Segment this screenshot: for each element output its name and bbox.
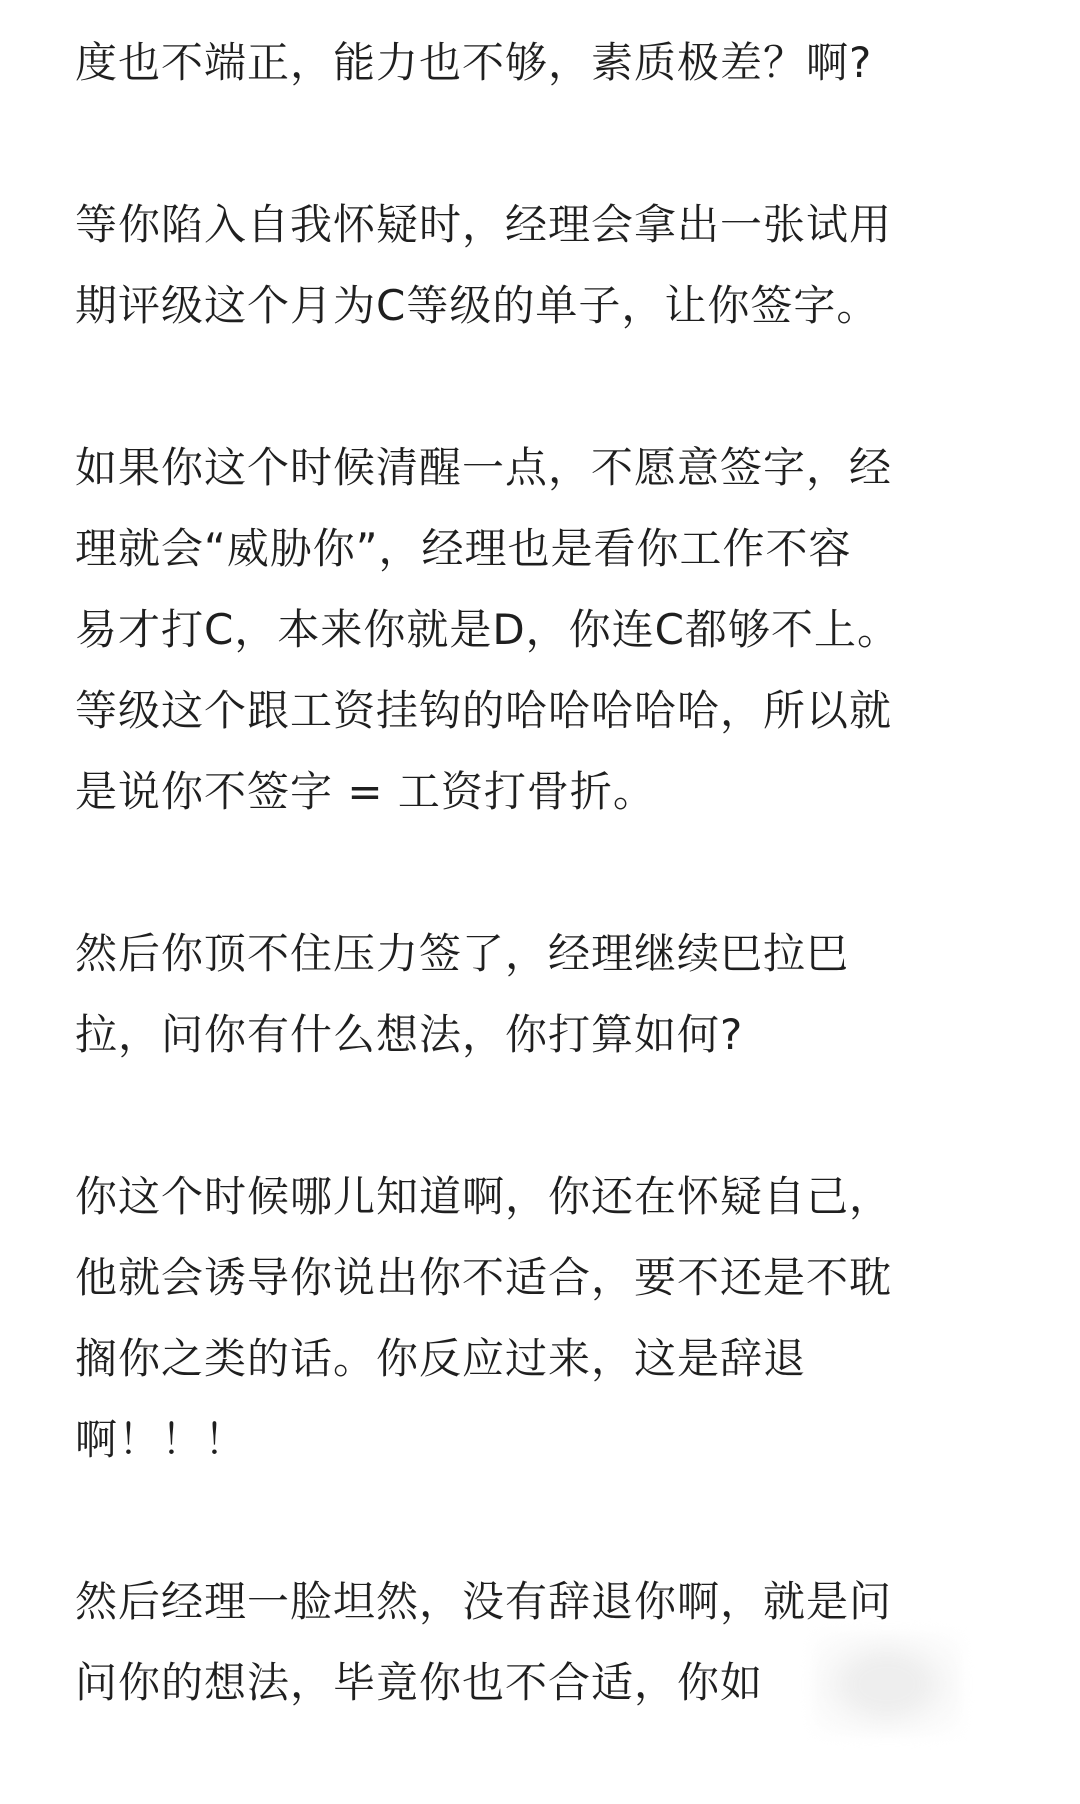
paragraph-1 <box>75 22 1015 103</box>
paragraph-6 <box>75 1561 1015 1723</box>
text-line: 等你陷入自我怀疑时，经理会拿出一张试用 <box>75 200 893 249</box>
text-line: 他就会诱导你说出你不适合，要不还是不耽 <box>75 1253 893 1302</box>
text-line: 然后经理一脸坦然，没有辞退你啊，就是问 <box>75 1577 893 1626</box>
text-line: 是说你不签字 = 工资打骨折。 <box>75 767 656 816</box>
article-body <box>75 22 1015 1804</box>
paragraph-4 <box>75 913 1015 1075</box>
paragraph-2 <box>75 184 1015 346</box>
paragraph-5 <box>75 1156 1015 1480</box>
text-line: 然后你顶不住压力签了，经理继续巴拉巴 <box>75 929 850 978</box>
text-line: 问你的想法，毕竟你也不合适，你如 <box>75 1658 764 1707</box>
text-line: 啊！！！ <box>75 1415 248 1464</box>
text-line: 搁你之类的话。你反应过来，这是辞退 <box>75 1334 807 1383</box>
text-line: 等级这个跟工资挂钩的哈哈哈哈哈，所以就 <box>75 686 893 735</box>
text-line: 易才打C，本来你就是D，你连C都够不上。 <box>75 605 900 654</box>
text-line: 如果你这个时候清醒一点，不愿意签字，经 <box>75 443 893 492</box>
text-line: 期评级这个月为C等级的单子，让你签字。 <box>75 281 880 330</box>
text-line: 拉，问你有什么想法，你打算如何? <box>75 1010 744 1059</box>
text-line: 你这个时候哪儿知道啊，你还在怀疑自己， <box>75 1172 893 1221</box>
text-line: 理就会“威胁你”，经理也是看你工作不容 <box>75 524 852 573</box>
paragraph-3 <box>75 427 1015 832</box>
text-line: 度也不端正，能力也不够，素质极差？啊? <box>75 38 873 87</box>
